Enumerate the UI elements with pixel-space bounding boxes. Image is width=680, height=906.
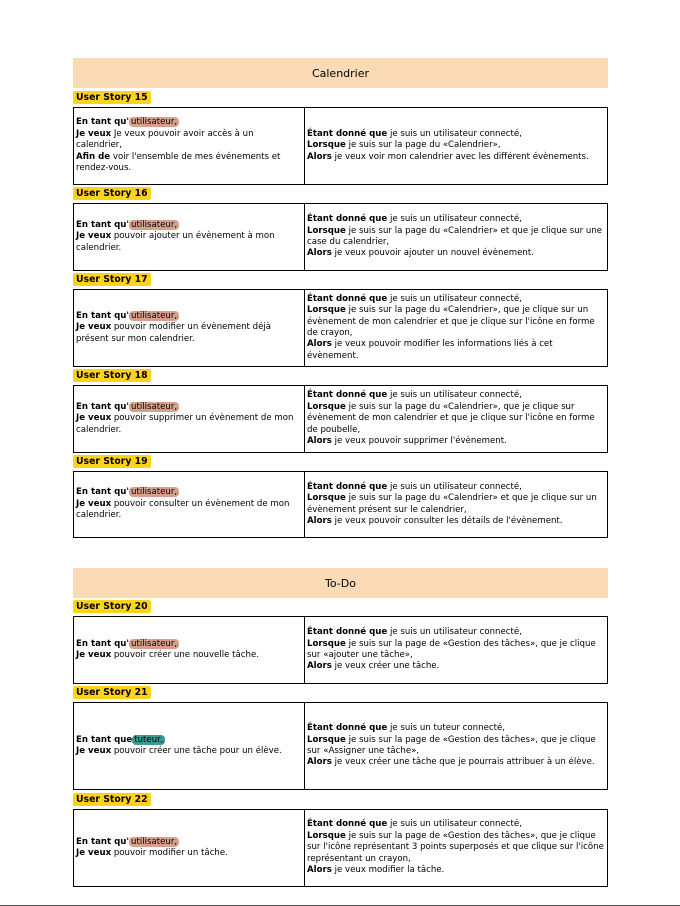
then-keyword: Alors bbox=[307, 757, 332, 768]
given-text: je suis un utilisateur connecté, bbox=[387, 214, 522, 225]
then-text: je veux pouvoir ajouter un nouvel évènement. bbox=[331, 248, 534, 259]
story-15 bbox=[73, 107, 608, 185]
when-text: je suis sur la page du «Calendrier» et que je clique sur une case du calendrier, bbox=[307, 225, 603, 247]
then-text: je veux créer une tâche. bbox=[331, 661, 440, 672]
want-text: pouvoir ajouter un évènement à mon calendrier. bbox=[76, 231, 275, 253]
when-keyword: Lorsque bbox=[307, 401, 346, 412]
role-badge: utilisateur, bbox=[131, 401, 178, 412]
then-text: je veux modifier la tâche. bbox=[331, 865, 445, 876]
want-text: pouvoir modifier un évènement déjà présent sur mon calendrier. bbox=[76, 322, 272, 344]
story-label-20: User Story 20 bbox=[73, 600, 151, 613]
then-text: je veux créer une tâche que je pourrais attribuer à un élève. bbox=[331, 757, 595, 768]
want-text: pouvoir créer une nouvelle tâche. bbox=[111, 650, 259, 660]
given-text: je suis un utilisateur connecté, bbox=[387, 627, 522, 638]
then-text: je veux voir mon calendrier avec les différent évènements. bbox=[331, 151, 589, 162]
story-criteria-cell bbox=[305, 703, 607, 789]
story-criteria-cell bbox=[305, 617, 607, 683]
story-role-cell bbox=[74, 386, 305, 452]
story-label-22: User Story 22 bbox=[73, 793, 151, 806]
story-role-cell bbox=[74, 703, 305, 789]
then-text: je veux pouvoir modifier les informations liés à cet évènement. bbox=[307, 339, 553, 361]
story-criteria-cell bbox=[305, 472, 607, 537]
story-role-cell bbox=[74, 472, 305, 537]
role-badge: utilisateur, bbox=[131, 638, 178, 649]
as-keyword: En tant qu' bbox=[76, 219, 130, 230]
role-badge: utilisateur, bbox=[131, 836, 178, 847]
when-text: je suis sur la page de «Gestion des tâches», que je clique sur l'icône représentant 3 points superposés et que clique sur l'icône représentant un crayon, bbox=[307, 830, 604, 864]
as-keyword: En tant qu' bbox=[76, 487, 130, 498]
when-text: je suis sur la page du «Calendrier» et que je clique sur un évènement présent sur le calendrier, bbox=[307, 493, 597, 515]
story-label-16: User Story 16 bbox=[73, 187, 151, 200]
given-keyword: Étant donné que bbox=[307, 723, 388, 734]
section-header-calendrier bbox=[73, 58, 608, 88]
given-keyword: Étant donné que bbox=[307, 390, 388, 401]
section-title: Calendrier bbox=[311, 66, 370, 80]
when-keyword: Lorsque bbox=[307, 830, 346, 841]
when-text: je suis sur la page du «Calendrier», que je clique sur un évènement de mon calendrier et que je clique sur l'icône en forme de crayon, bbox=[307, 305, 595, 338]
when-keyword: Lorsque bbox=[307, 638, 346, 649]
story-role-cell bbox=[74, 204, 305, 270]
role-badge: utilisateur, bbox=[131, 310, 178, 321]
story-22 bbox=[73, 809, 608, 887]
want-keyword: Je veux bbox=[76, 650, 112, 660]
want-keyword: Je veux bbox=[76, 848, 112, 858]
given-keyword: Étant donné que bbox=[307, 293, 388, 304]
story-label-18: User Story 18 bbox=[73, 369, 151, 382]
sothat-text: voir l'ensemble de mes événements et rendez-vous. bbox=[76, 151, 281, 174]
as-keyword: En tant qu' bbox=[76, 117, 130, 128]
given-keyword: Étant donné que bbox=[307, 627, 388, 638]
want-keyword: Je veux bbox=[76, 746, 112, 756]
then-keyword: Alors bbox=[307, 248, 332, 259]
story-role-cell bbox=[74, 810, 305, 886]
given-keyword: Étant donné que bbox=[307, 214, 388, 225]
given-keyword: Étant donné que bbox=[307, 481, 388, 492]
story-label-17: User Story 17 bbox=[73, 273, 151, 286]
when-text: je suis sur la page de «Gestion des tâches», que je clique sur «ajouter une tâche», bbox=[307, 638, 596, 660]
as-keyword: En tant qu' bbox=[76, 836, 130, 847]
story-19 bbox=[73, 471, 608, 538]
when-text: je suis sur la page de «Gestion des tâches», que je clique sur «Assigner une tâche», bbox=[307, 734, 596, 756]
when-keyword: Lorsque bbox=[307, 140, 346, 151]
as-keyword: En tant que bbox=[76, 734, 133, 745]
story-label-15: User Story 15 bbox=[73, 91, 151, 104]
section-header-todo bbox=[73, 568, 608, 598]
role-badge: utilisateur, bbox=[131, 487, 178, 498]
then-keyword: Alors bbox=[307, 151, 332, 162]
given-text: je suis un utilisateur connecté, bbox=[387, 390, 522, 401]
given-text: je suis un tuteur connecté, bbox=[387, 723, 505, 734]
as-keyword: En tant qu' bbox=[76, 401, 130, 412]
as-keyword: En tant qu' bbox=[76, 310, 130, 321]
want-keyword: Je veux bbox=[76, 498, 112, 509]
story-20 bbox=[73, 616, 608, 684]
then-keyword: Alors bbox=[307, 661, 332, 672]
then-text: je veux pouvoir supprimer l'évènement. bbox=[331, 436, 507, 447]
story-role-cell bbox=[74, 617, 305, 683]
section-title: To-Do bbox=[325, 576, 356, 590]
story-criteria-cell bbox=[305, 108, 607, 184]
when-keyword: Lorsque bbox=[307, 493, 346, 504]
given-text: je suis un utilisateur connecté, bbox=[387, 481, 522, 492]
then-keyword: Alors bbox=[307, 436, 332, 447]
role-badge: utilisateur, bbox=[131, 117, 178, 128]
want-keyword: Je veux bbox=[76, 322, 112, 333]
story-criteria-cell bbox=[305, 290, 607, 366]
story-role-cell bbox=[74, 108, 305, 184]
role-badge: tuteur, bbox=[134, 734, 164, 745]
then-keyword: Alors bbox=[307, 339, 332, 350]
want-text: pouvoir supprimer un évènement de mon calendrier. bbox=[76, 413, 294, 435]
given-text: je suis un utilisateur connecté, bbox=[387, 128, 522, 139]
story-16 bbox=[73, 203, 608, 271]
story-label-21: User Story 21 bbox=[73, 686, 151, 699]
role-badge: utilisateur, bbox=[131, 219, 178, 230]
want-text: pouvoir modifier un tâche. bbox=[111, 848, 228, 858]
then-text: je veux pouvoir consulter les détails de l'évènement. bbox=[331, 515, 563, 526]
story-criteria-cell bbox=[305, 810, 607, 886]
want-text: Je veux pouvoir avoir accès à un calendrier, bbox=[76, 128, 254, 151]
story-label-19: User Story 19 bbox=[73, 455, 151, 468]
want-keyword: Je veux bbox=[76, 128, 112, 139]
given-keyword: Étant donné que bbox=[307, 128, 388, 139]
given-text: je suis un utilisateur connecté, bbox=[387, 819, 522, 830]
when-keyword: Lorsque bbox=[307, 305, 346, 316]
story-18 bbox=[73, 385, 608, 453]
sothat-keyword: Afin de bbox=[76, 151, 111, 162]
when-keyword: Lorsque bbox=[307, 734, 346, 745]
when-text: je suis sur la page du «Calendrier», que je clique sur évènement de mon calendrier et que je clique sur l'icône en forme de poubelle, bbox=[307, 401, 595, 435]
story-criteria-cell bbox=[305, 386, 607, 452]
story-criteria-cell bbox=[305, 204, 607, 270]
then-keyword: Alors bbox=[307, 515, 332, 526]
story-role-cell bbox=[74, 290, 305, 366]
as-keyword: En tant qu' bbox=[76, 638, 130, 649]
then-keyword: Alors bbox=[307, 865, 332, 876]
when-text: je suis sur la page du «Calendrier», bbox=[345, 140, 501, 151]
given-keyword: Étant donné que bbox=[307, 819, 388, 830]
want-keyword: Je veux bbox=[76, 231, 112, 242]
want-text: pouvoir créer une tâche pour un élève. bbox=[111, 746, 282, 756]
story-21 bbox=[73, 702, 608, 790]
want-keyword: Je veux bbox=[76, 413, 112, 424]
when-keyword: Lorsque bbox=[307, 225, 346, 236]
story-17 bbox=[73, 289, 608, 367]
want-text: pouvoir consulter un évènement de mon calendrier. bbox=[76, 498, 290, 521]
given-text: je suis un utilisateur connecté, bbox=[387, 293, 522, 304]
